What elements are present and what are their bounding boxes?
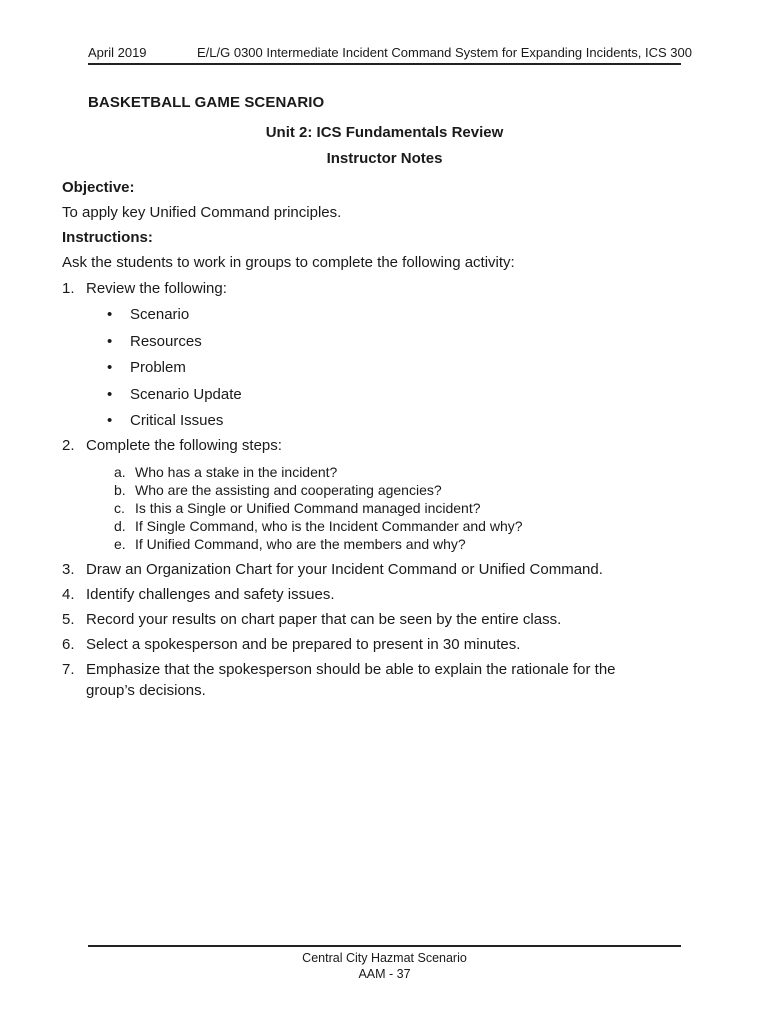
step-text: Complete the following steps: — [86, 437, 282, 454]
step-text: Record your results on chart paper that can be seen by the entire class. — [86, 611, 562, 628]
bullet-icon: • — [107, 412, 113, 429]
step-number: 5. — [62, 611, 75, 628]
header-rule — [88, 63, 681, 65]
instructions-intro: Ask the students to work in groups to complete the following activity: — [62, 254, 515, 271]
footer-scenario: Central City Hazmat Scenario — [302, 951, 467, 965]
review-item: Scenario Update — [130, 386, 242, 403]
sub-step-letter: e. — [114, 536, 126, 552]
sub-step-text: Who has a stake in the incident? — [135, 464, 338, 480]
unit-heading: Unit 2: ICS Fundamentals Review — [265, 124, 504, 141]
step-text: Identify challenges and safety issues. — [86, 586, 335, 603]
document-title: BASKETBALL GAME SCENARIO — [88, 94, 325, 111]
footer-rule — [88, 945, 681, 947]
step-number: 7. — [62, 661, 75, 678]
sub-step-text: If Single Command, who is the Incident Commander and why? — [135, 518, 523, 534]
bullet-icon: • — [107, 386, 113, 403]
sub-step-letter: c. — [114, 500, 125, 516]
review-item: Critical Issues — [130, 412, 224, 429]
step-text: Review the following: — [86, 280, 227, 297]
objective-label: Objective: — [62, 179, 135, 196]
header-date: April 2019 — [88, 45, 147, 60]
bullet-icon: • — [107, 306, 113, 323]
step-number: 1. — [62, 280, 75, 297]
sub-step-text: If Unified Command, who are the members and why? — [135, 536, 466, 552]
sub-step-text: Who are the assisting and cooperating agencies? — [135, 482, 442, 498]
instructions-label: Instructions: — [62, 229, 153, 246]
step-text: Emphasize that the spokesperson should be able to explain the rationale for the — [86, 661, 616, 678]
review-item: Resources — [130, 333, 202, 350]
instructor-notes-heading: Instructor Notes — [326, 150, 443, 167]
sub-step-letter: a. — [114, 464, 126, 480]
step-number: 2. — [62, 437, 75, 454]
review-item: Problem — [130, 359, 186, 376]
step-number: 6. — [62, 636, 75, 653]
footer-page-number: AAM - 37 — [358, 967, 411, 981]
sub-step-letter: d. — [114, 518, 126, 534]
review-item: Scenario — [130, 306, 190, 323]
objective-text: To apply key Unified Command principles. — [62, 204, 342, 221]
header-course-title: E/L/G 0300 Intermediate Incident Command System for Expanding Incidents, ICS 300 — [197, 45, 692, 60]
step-number: 4. — [62, 586, 75, 603]
bullet-icon: • — [107, 359, 113, 376]
step-text: Select a spokesperson and be prepared to present in 30 minutes. — [86, 636, 521, 653]
sub-step-text: Is this a Single or Unified Command managed incident? — [135, 500, 481, 516]
bullet-icon: • — [107, 333, 113, 350]
sub-step-letter: b. — [114, 482, 126, 498]
step-text-continued: group’s decisions. — [86, 682, 206, 699]
step-number: 3. — [62, 561, 75, 578]
step-text: Draw an Organization Chart for your Incident Command or Unified Command. — [86, 561, 603, 578]
